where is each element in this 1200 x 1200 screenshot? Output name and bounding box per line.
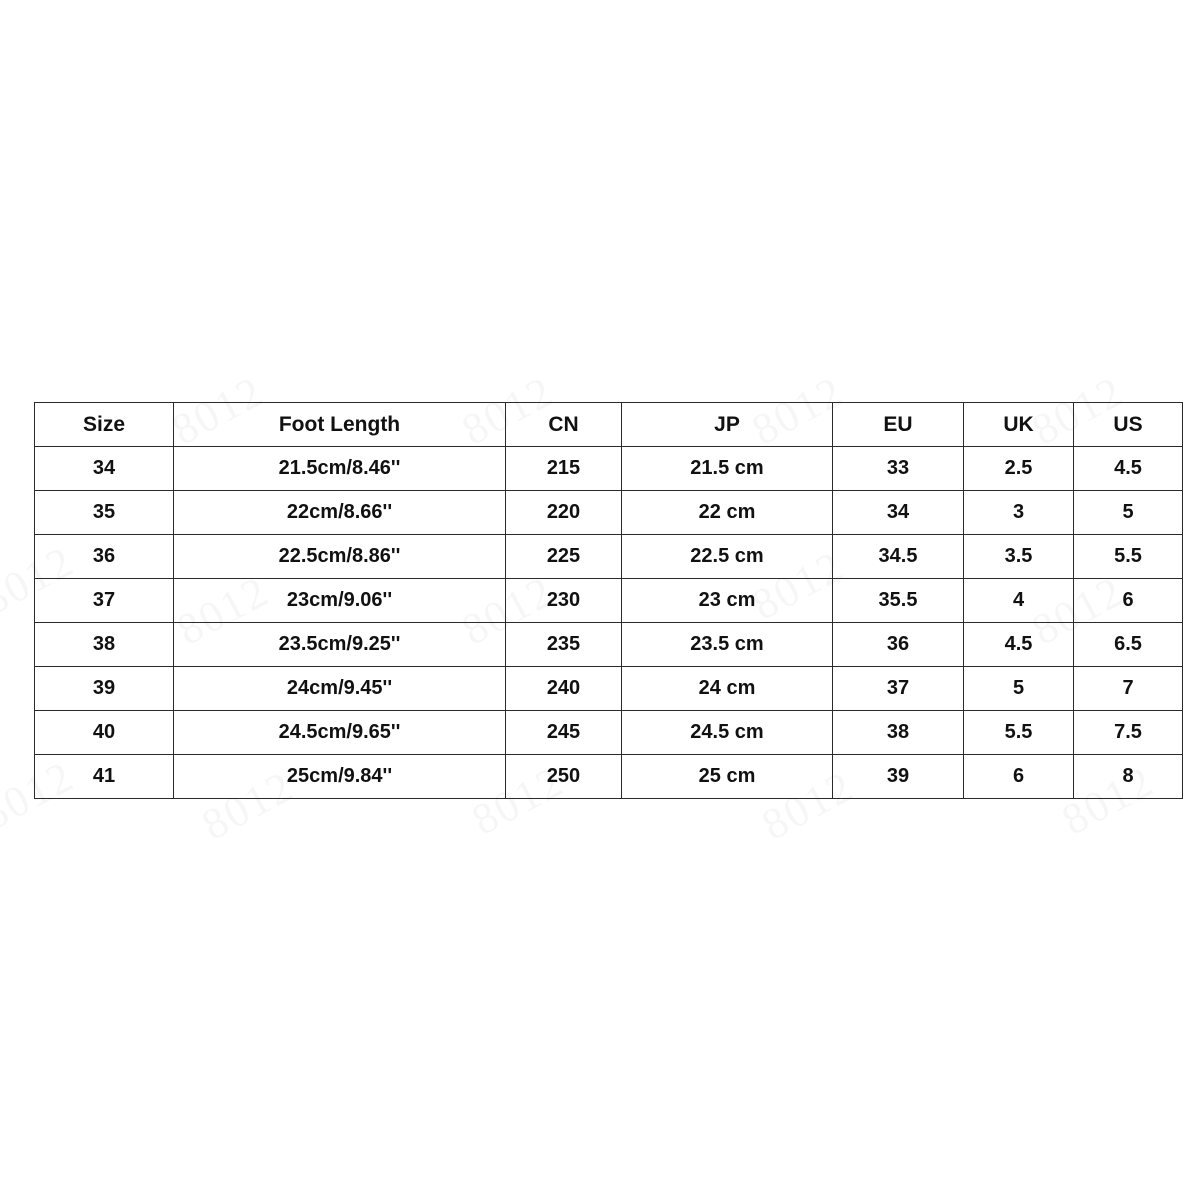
cell-foot-length: 24.5cm/9.65'' [174, 711, 506, 755]
cell-us: 7.5 [1074, 711, 1183, 755]
table-row [35, 579, 1183, 623]
cell-foot-length: 22.5cm/8.86'' [174, 535, 506, 579]
header-row [35, 403, 1183, 447]
cell-uk: 4 [964, 579, 1074, 623]
cell-foot-length: 24cm/9.45'' [174, 667, 506, 711]
cell-size: 41 [35, 755, 174, 799]
cell-uk: 4.5 [964, 623, 1074, 667]
table-row [35, 711, 1183, 755]
cell-foot-length: 23.5cm/9.25'' [174, 623, 506, 667]
cell-cn: 235 [506, 623, 622, 667]
cell-cn: 225 [506, 535, 622, 579]
cell-size: 37 [35, 579, 174, 623]
cell-us: 4.5 [1074, 447, 1183, 491]
cell-jp: 22 cm [622, 491, 833, 535]
cell-eu: 35.5 [833, 579, 964, 623]
cell-eu: 34.5 [833, 535, 964, 579]
header-jp: JP [622, 403, 833, 447]
table-row [35, 491, 1183, 535]
cell-jp: 24.5 cm [622, 711, 833, 755]
cell-eu: 37 [833, 667, 964, 711]
table-row [35, 755, 1183, 799]
header-foot-length: Foot Length [174, 403, 506, 447]
header-uk: UK [964, 403, 1074, 447]
cell-uk: 6 [964, 755, 1074, 799]
cell-eu: 39 [833, 755, 964, 799]
cell-us: 7 [1074, 667, 1183, 711]
cell-foot-length: 21.5cm/8.46'' [174, 447, 506, 491]
cell-foot-length: 25cm/9.84'' [174, 755, 506, 799]
header-cn: CN [506, 403, 622, 447]
cell-jp: 25 cm [622, 755, 833, 799]
cell-jp: 23.5 cm [622, 623, 833, 667]
header-size: Size [35, 403, 174, 447]
cell-jp: 24 cm [622, 667, 833, 711]
cell-cn: 215 [506, 447, 622, 491]
cell-cn: 240 [506, 667, 622, 711]
cell-cn: 230 [506, 579, 622, 623]
header-us: US [1074, 403, 1183, 447]
table-row [35, 667, 1183, 711]
cell-us: 6.5 [1074, 623, 1183, 667]
cell-foot-length: 22cm/8.66'' [174, 491, 506, 535]
cell-size: 36 [35, 535, 174, 579]
cell-eu: 36 [833, 623, 964, 667]
cell-us: 8 [1074, 755, 1183, 799]
cell-uk: 2.5 [964, 447, 1074, 491]
cell-us: 5.5 [1074, 535, 1183, 579]
cell-us: 5 [1074, 491, 1183, 535]
cell-uk: 5.5 [964, 711, 1074, 755]
cell-eu: 38 [833, 711, 964, 755]
cell-jp: 23 cm [622, 579, 833, 623]
cell-eu: 34 [833, 491, 964, 535]
size-chart-table [34, 402, 1183, 799]
cell-cn: 250 [506, 755, 622, 799]
cell-size: 40 [35, 711, 174, 755]
cell-jp: 22.5 cm [622, 535, 833, 579]
table-row [35, 623, 1183, 667]
cell-uk: 5 [964, 667, 1074, 711]
cell-uk: 3.5 [964, 535, 1074, 579]
cell-size: 35 [35, 491, 174, 535]
cell-cn: 220 [506, 491, 622, 535]
cell-size: 38 [35, 623, 174, 667]
cell-jp: 21.5 cm [622, 447, 833, 491]
cell-size: 34 [35, 447, 174, 491]
cell-foot-length: 23cm/9.06'' [174, 579, 506, 623]
table-row [35, 447, 1183, 491]
cell-cn: 245 [506, 711, 622, 755]
table-row [35, 535, 1183, 579]
cell-eu: 33 [833, 447, 964, 491]
cell-uk: 3 [964, 491, 1074, 535]
cell-size: 39 [35, 667, 174, 711]
header-eu: EU [833, 403, 964, 447]
cell-us: 6 [1074, 579, 1183, 623]
